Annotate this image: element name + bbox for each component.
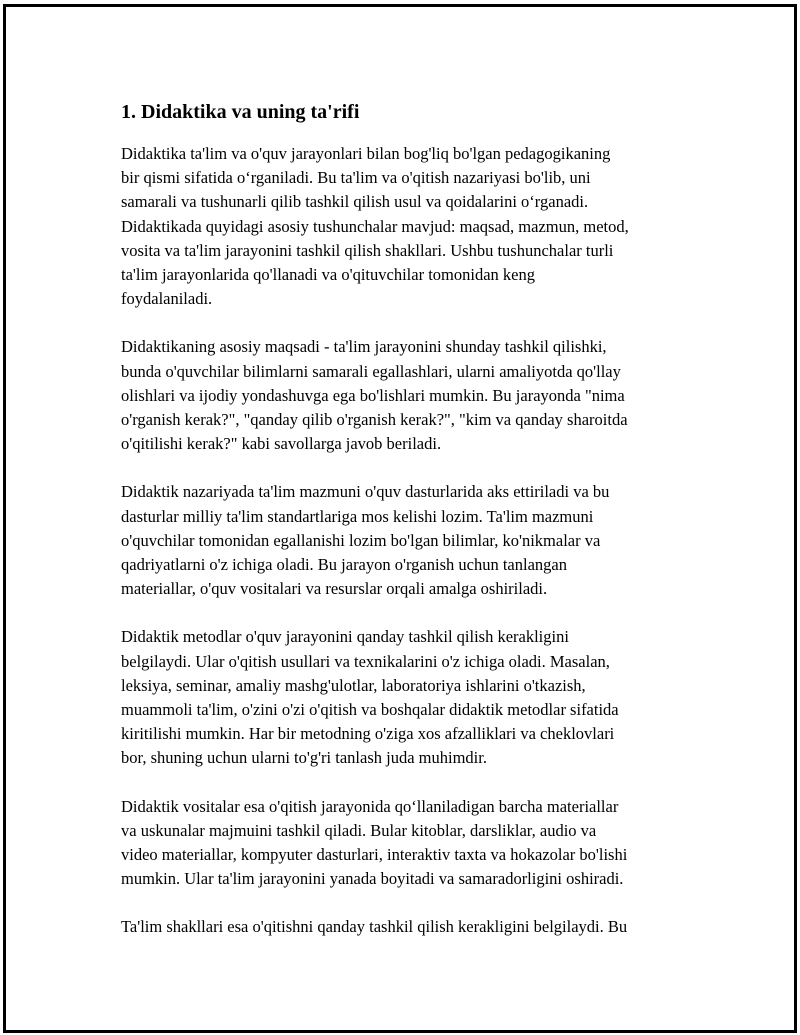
paragraph-4: Didaktik metodlar o'quv jarayonini qanday tashkil qilish kerakligini belgilaydi. Ular o'qitish usullari va texnikalarini o'z ichiga oladi. Masalan, leksiya, seminar, amaliy mashg'ulotlar, laboratoriya ishlarini o'tkazish, muammoli ta'lim, o'zini o'zi o'qitish va boshqalar didaktik metodlar sifatida kiritilishi mumkin. Har bir metodning o'ziga xos afzalliklari va cheklovlari bor, shuning uchun ularni to'g'ri tanlash juda muhimdir. xyxy=(121,627,619,768)
paragraph-3: Didaktik nazariyada ta'lim mazmuni o'quv dasturlarida aks ettiriladi va bu dasturlar milliy ta'lim standartlariga mos kelishi lozim. Ta'lim mazmuni o'quvchilar tomonidan egallanishi lozim bo'lgan bilimlar, ko'nikmalar va qadriyatlarni o'z ichiga oladi. Bu jarayon o'rganish uchun tanlangan materiallar, o'quv vositalari va resurslar orqali amalga oshiriladi. xyxy=(121,482,610,599)
document-page xyxy=(3,4,797,1033)
paragraph-1: Didaktika ta'lim va o'quv jarayonlari bilan bog'liq bo'lgan pedagogikaning bir qismi sifatida o‘rganiladi. Bu ta'lim va o'qitish nazariyasi bo'lib, uni samarali va tushunarli qilib tashkil qilish usul va qoidalarini o‘rganadi. Didaktikada quyidagi asosiy tushunchalar mavjud: maqsad, mazmun, metod, vosita va ta'lim jarayonini tashkil qilish shakllari. Ushbu tushunchalar turli ta'lim jarayonlarida qo'llanadi va o'qituvchilar tomonidan keng foydalaniladi. xyxy=(121,144,629,309)
paragraph-6: Ta'lim shakllari esa o'qitishni qanday tashkil qilish kerakligini belgilaydi. Bu xyxy=(121,917,628,937)
paragraph-5: Didaktik vositalar esa o'qitish jarayonida qo‘llaniladigan barcha materiallar va uskunalar majmuini tashkil qiladi. Bular kitoblar, darsliklar, audio va video materiallar, kompyuter dasturlari, interaktiv taxta va hokazolar bo'lishi mumkin. Ular ta'lim jarayonini yanada boyitadi va samaradorligini oshiradi. xyxy=(121,796,628,889)
section-heading: 1. Didaktika va uning ta'rifi xyxy=(121,101,360,123)
paragraph-2: Didaktikaning asosiy maqsadi - ta'lim jarayonini shunday tashkil qilishki, bunda o'quvchilar bilimlarni samarali egallashlari, ularni amaliyotda qo'llay olishlari va ijodiy yondashuvga ega bo'lishlari mumkin. Bu jarayonda "nima o'rganish kerak?", "qanday qilib o'rganish kerak?", "kim va qanday sharoitda o'qitilishi kerak?" kabi savollarga javob beriladi. xyxy=(121,337,628,454)
document-body xyxy=(121,99,701,964)
